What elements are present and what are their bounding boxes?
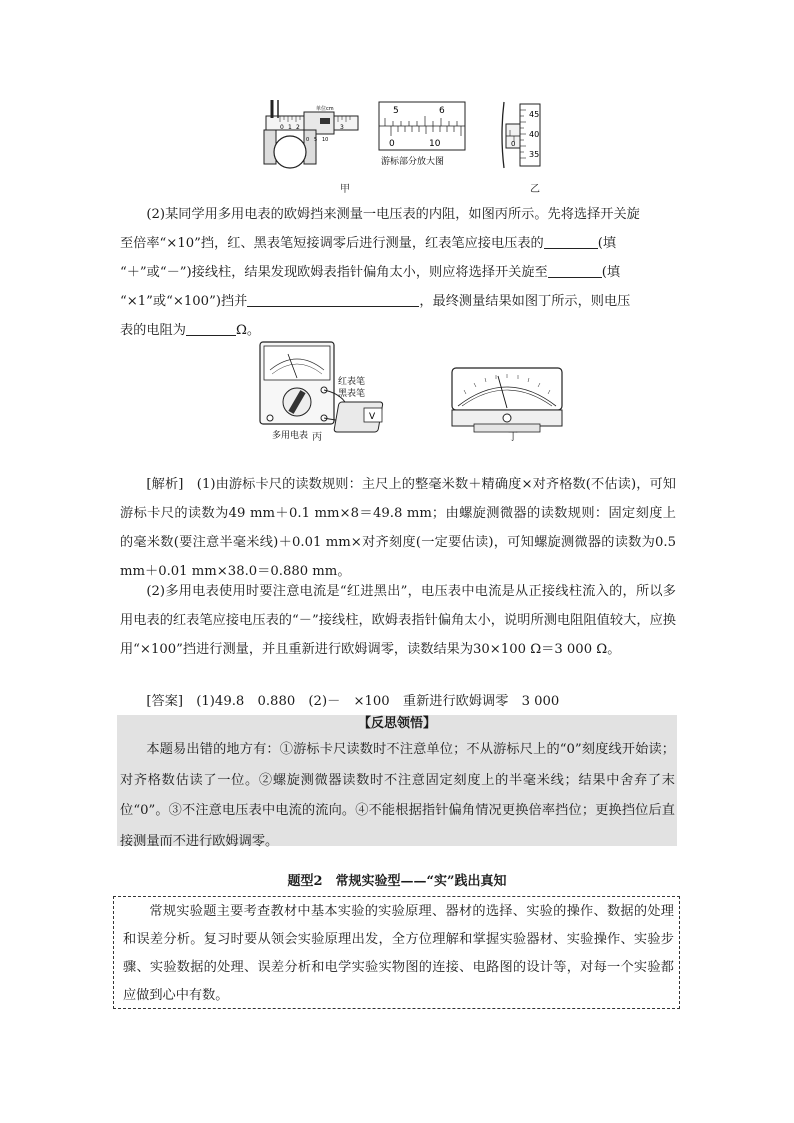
q2-line5: 表的电阻为 <box>120 323 186 338</box>
q2-line3-end: (填 <box>601 265 621 280</box>
ohmmeter-dial-figure <box>450 366 565 436</box>
vernier-top-label: 5 <box>393 106 399 116</box>
multimeter-figure <box>258 340 418 440</box>
vernier-bottom-label: 10 <box>429 139 441 149</box>
q2-line1: (2)某同学用多用电表的欧姆挡来测量一电压表的内阻，如图丙所示。先将选择开关旋 <box>146 207 640 222</box>
reflection-text: 本题易出错的地方有：①游标卡尺读数时不注意单位；不从游标尺上的“0”刻度线开始读；对齐格数估读了一位。②螺旋测微器读数时不注意固定刻度上的半毫米线；结果中舍弃了末位“0”。③不注意电压表中电流的流向。④不能根据指针偏角情况更换倍率挡位；更换挡位后直接测量而不进行欧姆调零。 <box>120 742 675 849</box>
analysis-paragraph-2: (2)多用电表使用时要注意电流是“红进黑出”，电压表中电流是从正接线柱流入的，所以多用电表的红表笔应接电压表的“－”接线柱，欧姆表指针偏角太小，说明所测电阻阻值较大，应换用“×100”挡进行测量，并且重新进行欧姆调零，读数结果为30×100 Ω＝3 000 Ω。 <box>120 584 676 657</box>
answer-line: [答案] (1)49.8 0.880 (2)－ ×100 重新进行欧姆调零 3 000 <box>146 694 560 709</box>
caliper-figure <box>258 96 368 176</box>
figure-label-yi: 乙 <box>530 184 540 195</box>
red-lead-label: 红表笔 <box>338 377 366 387</box>
caliper-vernier-label: 10 <box>322 137 329 143</box>
figure-label-bing: 丙 <box>312 432 322 443</box>
micrometer-sleeve-label: 0 <box>511 140 516 148</box>
micrometer-thimble-label: 45 <box>529 110 540 119</box>
q2-line2: 至倍率“×10”挡，红、黑表笔短接调零后进行测量，红表笔应接电压表的 <box>120 236 544 251</box>
voltmeter-symbol: V <box>369 412 376 422</box>
reflection-title: 【反思领悟】 <box>357 716 436 731</box>
micrometer-thimble-label: 40 <box>529 130 540 139</box>
black-lead-label: 黑表笔 <box>338 389 366 399</box>
figure-label-ding: 丁 <box>508 432 518 443</box>
answer-blank-4[interactable] <box>186 321 236 336</box>
section-2-text: 常规实验题主要考查教材中基本实验的实验原理、器材的选择、实验的操作、数据的处理和误差分析。复习时要从领会实验原理出发，全方位理解和掌握实验器材、实验操作、实验步骤、实验数据的处理、误差分析和电学实验实物图的连接、电路图的设计等，对每一个实验都应做到心中有数。 <box>123 904 674 1003</box>
micrometer-thimble-label: 35 <box>529 150 540 159</box>
caliper-vernier-label: 0 <box>306 137 310 143</box>
caliper-main-label: 0 <box>280 124 284 131</box>
caliper-unit-label: 单位cm <box>316 106 334 112</box>
micrometer-figure <box>500 100 550 170</box>
vernier-caption: 游标部分放大图 <box>381 157 445 167</box>
q2-line4: “×1”或“×100”)挡并 <box>120 294 248 309</box>
analysis-paragraph-1: [解析] (1)由游标卡尺的读数规则：主尺上的整毫米数＋精确度×对齐格数(不估读)，可知游标卡尺的读数为49 mm＋0.1 mm×8＝49.8 mm；由螺旋测微器的读数规则：固定刻度上的毫米数(要注意半毫米线)＋0.01 mm×对齐刻度(一定要估读)，可知螺旋测微器的读数为0.5 mm＋0.01 mm×38.0＝0.880 mm。 <box>120 477 676 579</box>
q2-line3: “＋”或“－”)接线柱，结果发现欧姆表指针偏角太小，则应将选择开关旋至 <box>120 265 548 280</box>
section-2-title: 题型2 常规实验型——“实”践出真知 <box>287 874 507 889</box>
figure-label-jia: 甲 <box>340 184 350 195</box>
vernier-bottom-label: 0 <box>389 139 395 149</box>
question-2 <box>120 200 676 345</box>
answer-blank-3[interactable] <box>247 292 419 307</box>
caliper-main-label: 1 <box>288 124 292 131</box>
answer-blank-2[interactable] <box>548 263 602 278</box>
caliper-main-label: 2 <box>296 124 300 131</box>
vernier-enlarged-figure <box>377 100 469 170</box>
multimeter-caption: 多用电表 <box>272 431 309 440</box>
q2-line5-end: Ω。 <box>235 323 261 338</box>
vernier-top-label: 6 <box>439 106 445 116</box>
answer-blank-1[interactable] <box>544 234 598 249</box>
q2-line4-end: ，最终测量结果如图丁所示，则电压 <box>419 294 631 309</box>
caliper-vernier-label: 5 <box>314 137 318 143</box>
caliper-main-label: 3 <box>340 124 344 131</box>
q2-line2-end: (填 <box>597 236 617 251</box>
